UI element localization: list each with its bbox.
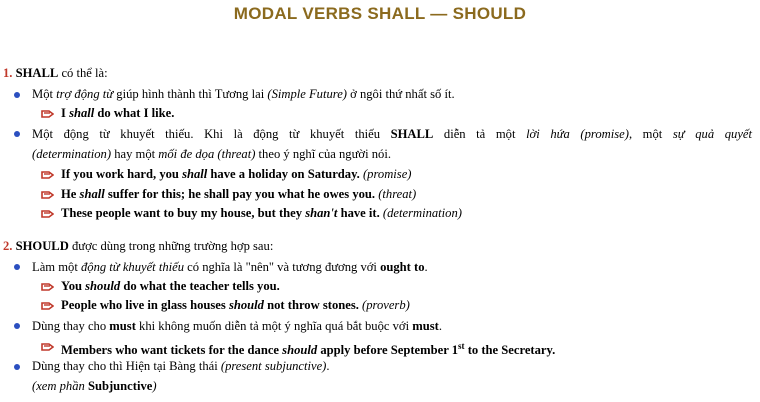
bullet-icon — [14, 131, 20, 137]
heading-text: được dùng trong những trường hợp sau: — [71, 239, 274, 253]
section-number: 1. — [3, 66, 13, 80]
hand-pointer-icon — [41, 170, 54, 180]
bullet-icon — [14, 323, 20, 329]
bullet-text-continued: (determination) hay một mối đe dọa (threat) theo ý nghĩ của người nói. — [32, 147, 391, 161]
see-also-note: (xem phần Subjunctive) — [32, 379, 157, 393]
bullet-icon — [14, 364, 20, 370]
example-sentence: You should do what the teacher tells you. — [61, 279, 280, 293]
bullet-text: Một động từ khuyết thiếu. Khi là động từ khuyết thiếu SHALL diễn tả một lời hứa (promise), một sự quả quyết — [32, 127, 752, 141]
bullet-text: Làm một động từ khuyết thiếu có nghĩa là "nên" và tương đương với ought to. — [32, 260, 428, 274]
example-sentence: I shall do what I like. — [61, 106, 175, 120]
hand-pointer-icon — [41, 282, 54, 292]
bullet-icon — [14, 92, 20, 98]
hand-pointer-icon — [41, 342, 54, 352]
keyword-should: SHOULD — [15, 239, 69, 253]
example-sentence: These people want to buy my house, but they shan't have it. (determination) — [61, 206, 462, 220]
keyword-shall: SHALL — [15, 66, 59, 80]
example-sentence: People who live in glass houses should not throw stones. (proverb) — [61, 298, 410, 312]
hand-pointer-icon — [41, 209, 54, 219]
example-sentence: Members who want tickets for the dance should apply before September 1st to the Secretary. — [61, 341, 556, 358]
bullet-text: Một trợ động từ giúp hình thành thì Tương lai (Simple Future) ở ngôi thứ nhất số ít. — [32, 87, 455, 101]
section-number: 2. — [3, 239, 13, 253]
bullet-text: Dùng thay cho thì Hiện tại Bàng thái (present subjunctive). — [32, 359, 330, 373]
page-title: MODAL VERBS SHALL — SHOULD — [233, 4, 527, 23]
hand-pointer-icon — [41, 109, 54, 119]
heading-text: có thể là: — [61, 66, 108, 80]
bullet-icon — [14, 264, 20, 270]
section-heading-should — [3, 238, 273, 254]
hand-pointer-icon — [41, 190, 54, 200]
example-sentence: He shall suffer for this; he shall pay you what he owes you. (threat) — [61, 187, 417, 201]
hand-pointer-icon — [41, 301, 54, 311]
example-sentence: If you work hard, you shall have a holiday on Saturday. (promise) — [61, 167, 412, 181]
bullet-text: Dùng thay cho must khi không muốn diễn tả một ý nghĩa quá bắt buộc với must. — [32, 319, 442, 333]
section-heading-shall — [3, 65, 108, 81]
